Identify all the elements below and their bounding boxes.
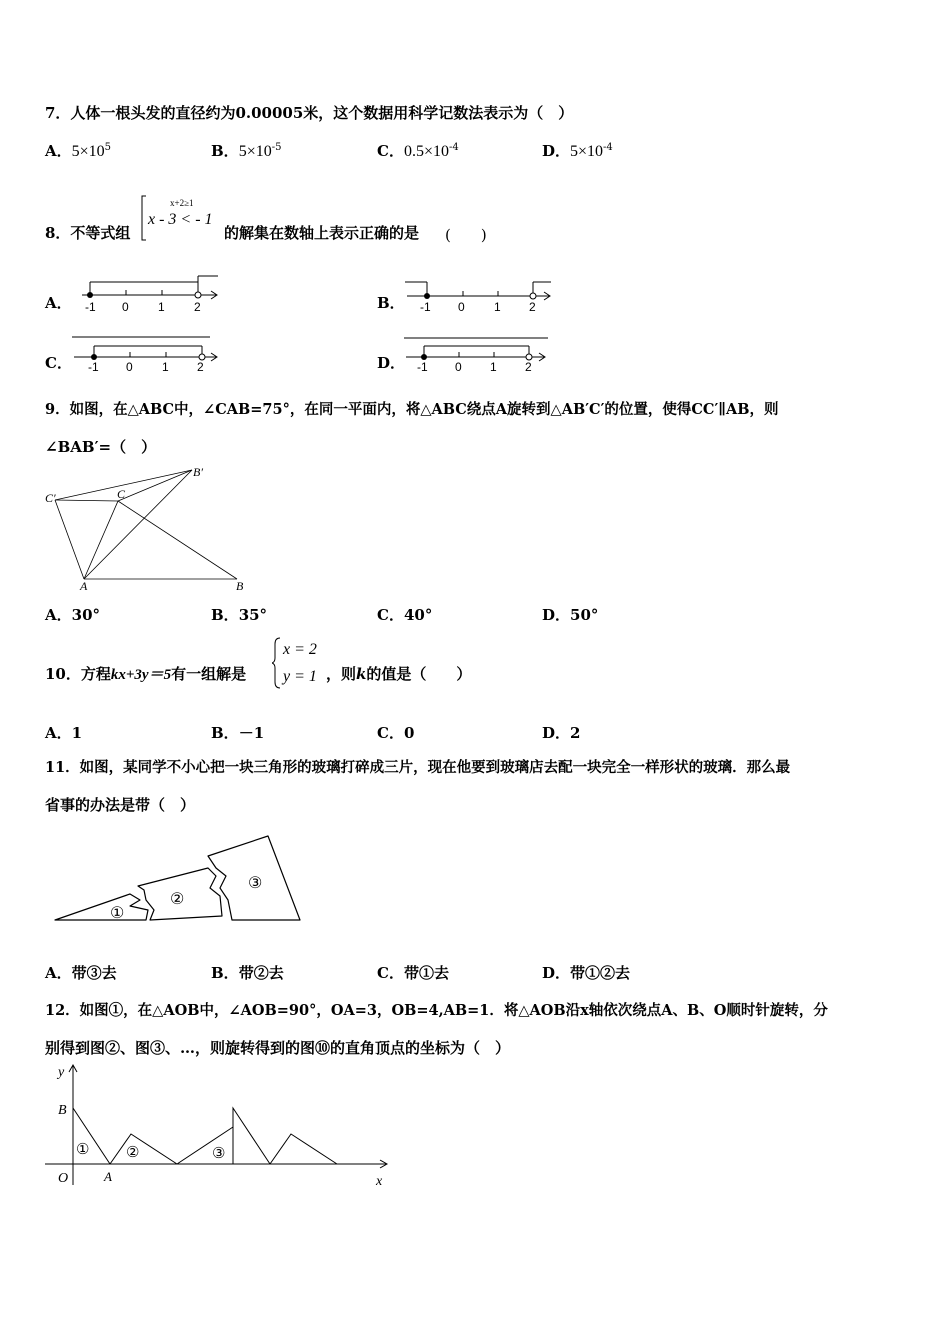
label-a: A (104, 1169, 112, 1184)
q9-figure (40, 462, 260, 594)
option-label: A． (45, 142, 72, 160)
closed-point (87, 292, 93, 298)
option-label: D． (542, 606, 571, 624)
option-label: B． (211, 724, 239, 742)
label-c: C (117, 487, 126, 501)
tick-label: 2 (529, 300, 536, 314)
label-c-prime: C′ (45, 491, 56, 505)
q12-stem-line1: 12．如图①，在△AOB中，∠AOB=90°，OA=3，OB=4,AB=1．将△AOB沿x轴依次绕点A、B、O顺时针旋转，分 (45, 1002, 828, 1019)
option-times: ×10 (423, 143, 449, 160)
option-times: ×10 (246, 143, 272, 160)
q9-option-a[interactable] (45, 604, 100, 625)
open-point (530, 293, 536, 299)
q8-numberline-a (78, 272, 228, 320)
q8-paren: ( ) (445, 226, 487, 244)
option-exp: -4 (603, 142, 613, 153)
q10-equation: kx+3y＝5 (110, 667, 172, 683)
label-piece-1: ① (110, 905, 125, 922)
tick-label: -1 (88, 360, 99, 374)
open-point (195, 292, 201, 298)
tick-label: -1 (420, 300, 431, 314)
option-exp: -5 (271, 142, 282, 153)
q7-option-d[interactable] (542, 140, 613, 161)
label-x: x (376, 1174, 383, 1189)
q10-mid: 有一组解是 (171, 665, 247, 683)
option-label: B． (211, 606, 239, 624)
q8-suffix: 的解集在数轴上表示正确的是 (224, 224, 420, 242)
triangle-2 (110, 1134, 177, 1164)
q11-stem-line2: 省事的办法是带（ ） (45, 796, 196, 814)
q11-figure (50, 830, 306, 928)
option-value: 带③去 (71, 964, 117, 982)
tick-label: 1 (158, 300, 165, 314)
q10-option-c[interactable] (377, 722, 414, 743)
option-label: A． (45, 606, 72, 624)
option-exp: -4 (448, 142, 459, 153)
option-label: B． (211, 142, 239, 160)
option-label: C． (377, 724, 404, 742)
q10-k: k (356, 665, 367, 683)
tick-label: 0 (458, 300, 465, 314)
label-b-prime: B′ (193, 465, 203, 479)
option-coef: 5 (71, 143, 80, 160)
q10-end: 的值是（ ） (366, 665, 472, 683)
option-value: 带①②去 (570, 964, 631, 982)
tick-label: -1 (85, 300, 96, 314)
option-value: 带①去 (403, 964, 449, 982)
q8-numberline-c (70, 332, 226, 362)
q8-option-b-label[interactable]: B． (377, 294, 405, 312)
sol-x: x = 2 (283, 641, 317, 658)
label-fig-2: ② (126, 1145, 140, 1161)
q9-option-b[interactable] (211, 604, 267, 625)
q12-stem-line2: 别得到图②、图③、…，则旋转得到的图⑩的直角顶点的坐标为（ ） (45, 1039, 511, 1057)
option-times: ×10 (578, 143, 604, 160)
q8-inequality-system (138, 192, 228, 244)
q10-stem (45, 663, 246, 684)
option-label: D． (542, 964, 571, 982)
q11-option-c[interactable] (377, 962, 449, 983)
tick-label: 2 (525, 360, 532, 374)
tick-label: 0 (455, 360, 462, 374)
option-value: 1 (71, 724, 83, 742)
option-value: －1 (238, 724, 265, 742)
q7-option-b[interactable] (211, 140, 281, 161)
label-piece-3: ③ (248, 875, 263, 892)
option-coef: 5 (570, 143, 579, 160)
label-o: O (58, 1171, 69, 1186)
option-label: D． (542, 142, 571, 160)
option-value: 0 (403, 724, 415, 742)
q10-option-a[interactable] (45, 722, 82, 743)
q10-tail (326, 663, 471, 684)
q7-stem: 7．人体一根头发的直径约为0.00005米，这个数据用科学记数法表示为（ ） (45, 104, 574, 122)
q11-option-a[interactable] (45, 962, 117, 983)
option-label: A． (45, 964, 72, 982)
label-fig-1: ① (76, 1142, 90, 1158)
option-label: A． (45, 724, 72, 742)
q8-option-d-label[interactable]: D． (377, 354, 406, 372)
option-value: 35° (238, 606, 268, 624)
option-label: B． (211, 964, 239, 982)
q10-option-d[interactable] (542, 722, 580, 743)
option-exp: 5 (104, 142, 112, 153)
option-label: C． (377, 964, 404, 982)
option-coef: 5 (238, 143, 247, 160)
option-value: 50° (570, 606, 599, 624)
q9-stem-line2: ∠BAB′=（ ） (45, 438, 157, 456)
label-b: B (236, 579, 244, 593)
option-label: C． (377, 606, 404, 624)
q8-prefix: 8．不等式组 (45, 224, 131, 242)
tick-label: 2 (197, 360, 204, 374)
q11-stem-line1: 11．如图，某同学不小心把一块三角形的玻璃打碎成三片，现在他要到玻璃店去配一块完全一样形状的玻璃．那么最 (45, 759, 791, 776)
option-label: C． (377, 142, 404, 160)
q9-option-c[interactable] (377, 604, 432, 625)
q8-option-a-label[interactable]: A． (45, 294, 72, 312)
shard-1 (55, 894, 148, 920)
q8-option-c-label[interactable]: C． (45, 354, 72, 372)
option-value: 2 (570, 724, 581, 742)
q10-suffix: ，则 (326, 665, 357, 683)
triangle-5 (270, 1134, 337, 1164)
q10-prefix: 10．方程 (45, 665, 111, 683)
tick-label: 0 (122, 300, 129, 314)
tick-label: 1 (162, 360, 169, 374)
q10-solution-system (272, 636, 332, 690)
label-a: A (80, 579, 88, 593)
option-coef: 0.5 (403, 143, 424, 160)
label-b: B (58, 1103, 67, 1118)
label-y: y (58, 1065, 65, 1080)
sol-y: y = 1 (283, 668, 317, 685)
option-label: D． (542, 724, 571, 742)
option-value: 带②去 (238, 964, 284, 982)
option-value: 40° (403, 606, 433, 624)
tick-label: 1 (494, 300, 501, 314)
label-fig-3: ③ (212, 1146, 226, 1162)
q9-stem-line1: 9．如图，在△ABC中，∠CAB=75°，在同一平面内，将△ABC绕点A旋转到△AB′C′的位置，使得CC′∥AB，则 (45, 401, 779, 418)
q10-option-b[interactable] (211, 722, 264, 743)
brace (272, 638, 280, 688)
tick-label: 2 (194, 300, 201, 314)
q11-option-d[interactable] (542, 962, 630, 983)
tick-label: 1 (490, 360, 497, 374)
q7-option-c[interactable] (377, 140, 459, 161)
q12-figure (40, 1060, 400, 1190)
q11-option-b[interactable] (211, 962, 284, 983)
tick-label: 0 (126, 360, 133, 374)
triangle-4 (233, 1108, 270, 1164)
sys-top: x+2≥1 (170, 198, 194, 208)
option-times: ×10 (79, 143, 105, 160)
q7-option-a[interactable] (45, 140, 111, 161)
sys-bottom: x - 3 < - 1 (148, 211, 213, 228)
label-piece-2: ② (170, 891, 185, 908)
brace (142, 196, 146, 240)
q8-numberline-d (402, 334, 552, 362)
tick-label: -1 (417, 360, 428, 374)
closed-point (424, 293, 430, 299)
option-value: 30° (71, 606, 101, 624)
q9-option-d[interactable] (542, 604, 598, 625)
